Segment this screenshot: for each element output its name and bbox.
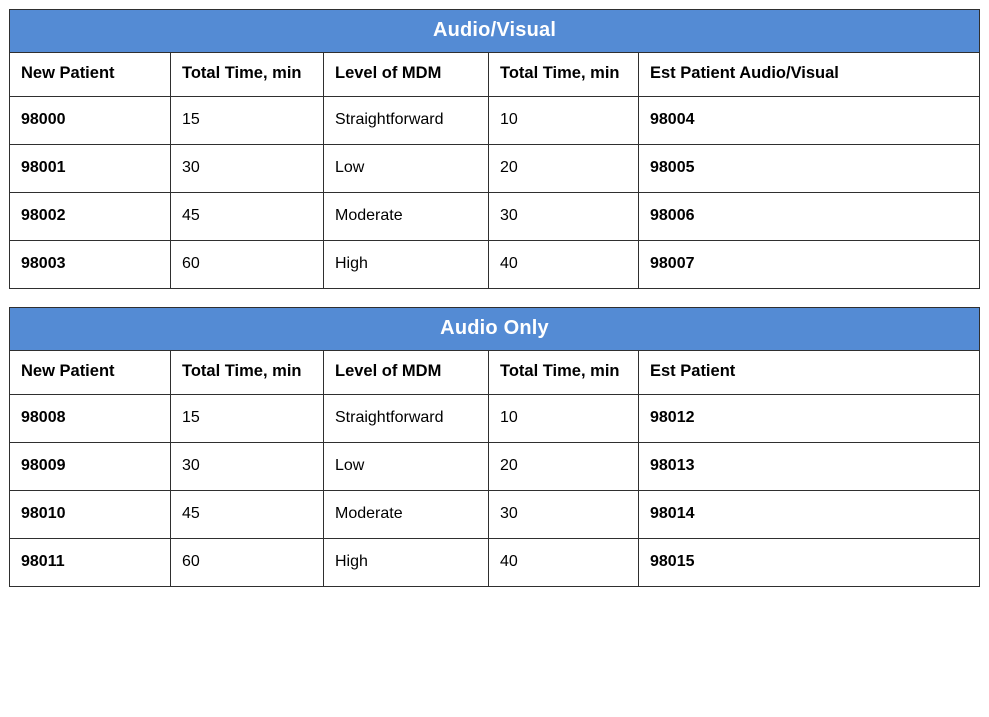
cell-total-time-est: 30 — [489, 491, 639, 539]
table-header-row — [10, 351, 980, 395]
audio-only-table — [9, 307, 980, 587]
cell-total-time-est: 30 — [489, 193, 639, 241]
column-header-total-time-1: Total Time, min — [171, 53, 324, 97]
cell-total-time-new: 15 — [171, 395, 324, 443]
cell-level-of-mdm: Low — [324, 145, 489, 193]
cell-new-patient-code: 98009 — [10, 443, 171, 491]
cell-est-patient-code: 98013 — [639, 443, 980, 491]
cell-est-patient-code: 98014 — [639, 491, 980, 539]
table-row — [10, 443, 980, 491]
column-header-est-patient: Est Patient Audio/Visual — [639, 53, 980, 97]
column-header-new-patient: New Patient — [10, 351, 171, 395]
cell-total-time-new: 45 — [171, 491, 324, 539]
cell-est-patient-code: 98005 — [639, 145, 980, 193]
column-header-new-patient: New Patient — [10, 53, 171, 97]
cell-new-patient-code: 98003 — [10, 241, 171, 289]
cell-new-patient-code: 98008 — [10, 395, 171, 443]
column-header-level-of-mdm: Level of MDM — [324, 53, 489, 97]
table-header-row — [10, 53, 980, 97]
cell-level-of-mdm: Straightforward — [324, 97, 489, 145]
cell-total-time-est: 10 — [489, 97, 639, 145]
column-header-est-patient: Est Patient — [639, 351, 980, 395]
cell-new-patient-code: 98011 — [10, 539, 171, 587]
cell-total-time-est: 20 — [489, 145, 639, 193]
cell-est-patient-code: 98004 — [639, 97, 980, 145]
table-row — [10, 145, 980, 193]
cell-level-of-mdm: Low — [324, 443, 489, 491]
table-row — [10, 241, 980, 289]
cell-total-time-new: 60 — [171, 241, 324, 289]
cell-total-time-est: 20 — [489, 443, 639, 491]
table-title-row — [10, 308, 980, 351]
cell-total-time-new: 60 — [171, 539, 324, 587]
cell-new-patient-code: 98002 — [10, 193, 171, 241]
cell-level-of-mdm: Moderate — [324, 491, 489, 539]
table-title: Audio Only — [10, 308, 980, 351]
cell-total-time-new: 30 — [171, 145, 324, 193]
cell-new-patient-code: 98000 — [10, 97, 171, 145]
cell-total-time-new: 45 — [171, 193, 324, 241]
cell-level-of-mdm: Moderate — [324, 193, 489, 241]
cell-est-patient-code: 98006 — [639, 193, 980, 241]
table-gap-divider — [9, 289, 979, 307]
table-title: Audio/Visual — [10, 10, 980, 53]
cell-level-of-mdm: Straightforward — [324, 395, 489, 443]
column-header-level-of-mdm: Level of MDM — [324, 351, 489, 395]
cell-total-time-new: 30 — [171, 443, 324, 491]
audio-visual-table — [9, 9, 980, 289]
cell-total-time-new: 15 — [171, 97, 324, 145]
table-title-row — [10, 10, 980, 53]
table-row — [10, 491, 980, 539]
cell-total-time-est: 40 — [489, 539, 639, 587]
table-row — [10, 193, 980, 241]
cell-total-time-est: 10 — [489, 395, 639, 443]
column-header-total-time-1: Total Time, min — [171, 351, 324, 395]
column-header-total-time-2: Total Time, min — [489, 53, 639, 97]
cell-level-of-mdm: High — [324, 241, 489, 289]
cell-new-patient-code: 98001 — [10, 145, 171, 193]
cell-est-patient-code: 98015 — [639, 539, 980, 587]
table-row — [10, 395, 980, 443]
cell-est-patient-code: 98012 — [639, 395, 980, 443]
table-row — [10, 539, 980, 587]
cell-new-patient-code: 98010 — [10, 491, 171, 539]
table-row — [10, 97, 980, 145]
cell-est-patient-code: 98007 — [639, 241, 980, 289]
column-header-total-time-2: Total Time, min — [489, 351, 639, 395]
cell-total-time-est: 40 — [489, 241, 639, 289]
cell-level-of-mdm: High — [324, 539, 489, 587]
